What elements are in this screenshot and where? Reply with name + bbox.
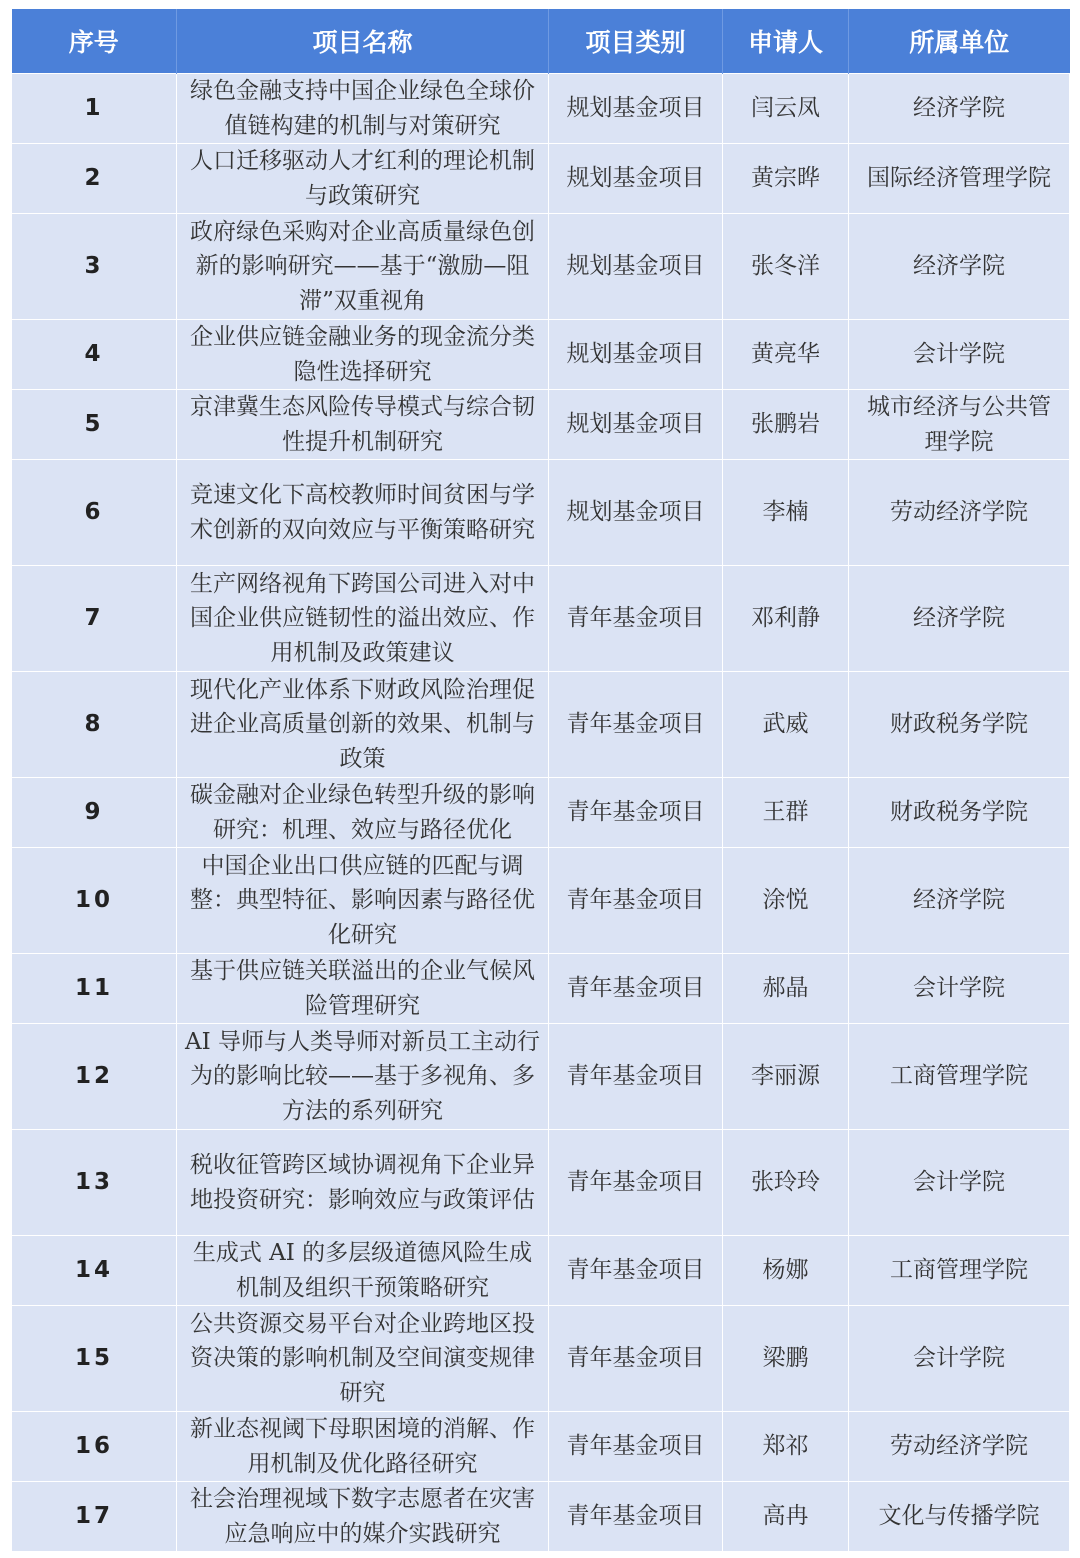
header-project-name: 项目名称 (177, 9, 549, 74)
cell-applicant: 郑祁 (723, 1412, 849, 1482)
table-row (12, 390, 1070, 460)
cell-project-name: 社会治理视域下数字志愿者在灾害应急响应中的媒介实践研究 (177, 1482, 549, 1552)
cell-unit: 会计学院 (849, 954, 1070, 1024)
cell-applicant: 闫云凤 (723, 74, 849, 144)
cell-project-type: 青年基金项目 (549, 1024, 723, 1130)
cell-unit: 会计学院 (849, 1306, 1070, 1412)
cell-project-type: 青年基金项目 (549, 1482, 723, 1552)
cell-index: 17 (12, 1482, 177, 1552)
cell-unit: 经济学院 (849, 74, 1070, 144)
cell-unit: 财政税务学院 (849, 672, 1070, 778)
table-row (12, 954, 1070, 1024)
cell-applicant: 黄亮华 (723, 320, 849, 390)
cell-project-name: 现代化产业体系下财政风险治理促进企业高质量创新的效果、机制与政策 (177, 672, 549, 778)
cell-project-type: 规划基金项目 (549, 214, 723, 320)
table-row (12, 1306, 1070, 1412)
cell-applicant: 梁鹏 (723, 1306, 849, 1412)
cell-applicant: 郝晶 (723, 954, 849, 1024)
cell-applicant: 高冉 (723, 1482, 849, 1552)
cell-project-type: 青年基金项目 (549, 1130, 723, 1236)
table-row (12, 566, 1070, 672)
cell-unit: 经济学院 (849, 566, 1070, 672)
cell-project-name: 生产网络视角下跨国公司进入对中国企业供应链韧性的溢出效应、作用机制及政策建议 (177, 566, 549, 672)
header-project-type: 项目类别 (549, 9, 723, 74)
table-row (12, 1130, 1070, 1236)
cell-project-type: 规划基金项目 (549, 460, 723, 566)
cell-project-name: 企业供应链金融业务的现金流分类隐性选择研究 (177, 320, 549, 390)
cell-project-name: 人口迁移驱动人才红利的理论机制与政策研究 (177, 144, 549, 214)
cell-unit: 劳动经济学院 (849, 460, 1070, 566)
cell-index: 13 (12, 1130, 177, 1236)
cell-project-name: 生成式 AI 的多层级道德风险生成机制及组织干预策略研究 (177, 1236, 549, 1306)
cell-unit: 工商管理学院 (849, 1236, 1070, 1306)
cell-project-name: 新业态视阈下母职困境的消解、作用机制及优化路径研究 (177, 1412, 549, 1482)
cell-unit: 工商管理学院 (849, 1024, 1070, 1130)
cell-applicant: 杨娜 (723, 1236, 849, 1306)
cell-index: 14 (12, 1236, 177, 1306)
header-applicant: 申请人 (723, 9, 849, 74)
cell-index: 2 (12, 144, 177, 214)
cell-index: 11 (12, 954, 177, 1024)
table-header (12, 9, 1070, 74)
cell-unit: 会计学院 (849, 320, 1070, 390)
table-row (12, 1412, 1070, 1482)
table-row (12, 848, 1070, 954)
table-row (12, 214, 1070, 320)
cell-index: 5 (12, 390, 177, 460)
cell-project-type: 青年基金项目 (549, 778, 723, 848)
cell-project-type: 青年基金项目 (549, 954, 723, 1024)
cell-project-type: 青年基金项目 (549, 566, 723, 672)
cell-index: 15 (12, 1306, 177, 1412)
table-row (12, 1482, 1070, 1552)
cell-unit: 经济学院 (849, 848, 1070, 954)
cell-project-name: 竞速文化下高校教师时间贫困与学术创新的双向效应与平衡策略研究 (177, 460, 549, 566)
project-table (11, 9, 1070, 1552)
table-row (12, 1236, 1070, 1306)
cell-index: 6 (12, 460, 177, 566)
cell-applicant: 邓利静 (723, 566, 849, 672)
cell-index: 9 (12, 778, 177, 848)
cell-applicant: 李楠 (723, 460, 849, 566)
cell-project-name: 公共资源交易平台对企业跨地区投资决策的影响机制及空间演变规律研究 (177, 1306, 549, 1412)
cell-unit: 财政税务学院 (849, 778, 1070, 848)
cell-index: 10 (12, 848, 177, 954)
cell-project-name: 基于供应链关联溢出的企业气候风险管理研究 (177, 954, 549, 1024)
cell-applicant: 张鹏岩 (723, 390, 849, 460)
cell-unit: 城市经济与公共管理学院 (849, 390, 1070, 460)
cell-project-type: 青年基金项目 (549, 848, 723, 954)
table-row (12, 460, 1070, 566)
cell-project-type: 规划基金项目 (549, 74, 723, 144)
table-row (12, 1024, 1070, 1130)
cell-index: 7 (12, 566, 177, 672)
cell-project-name: 税收征管跨区域协调视角下企业异地投资研究：影响效应与政策评估 (177, 1130, 549, 1236)
header-row (12, 9, 1070, 74)
project-table-container (11, 9, 1069, 1552)
cell-project-name: 碳金融对企业绿色转型升级的影响研究：机理、效应与路径优化 (177, 778, 549, 848)
cell-project-type: 青年基金项目 (549, 672, 723, 778)
cell-unit: 经济学院 (849, 214, 1070, 320)
cell-project-name: 绿色金融支持中国企业绿色全球价值链构建的机制与对策研究 (177, 74, 549, 144)
table-row (12, 672, 1070, 778)
cell-project-name: 京津冀生态风险传导模式与综合韧性提升机制研究 (177, 390, 549, 460)
cell-applicant: 武威 (723, 672, 849, 778)
cell-index: 16 (12, 1412, 177, 1482)
cell-project-type: 规划基金项目 (549, 144, 723, 214)
cell-index: 4 (12, 320, 177, 390)
table-body (12, 74, 1070, 1552)
cell-applicant: 张冬洋 (723, 214, 849, 320)
cell-project-name: 中国企业出口供应链的匹配与调整：典型特征、影响因素与路径优化研究 (177, 848, 549, 954)
cell-index: 8 (12, 672, 177, 778)
cell-project-type: 规划基金项目 (549, 320, 723, 390)
cell-project-type: 青年基金项目 (549, 1236, 723, 1306)
header-index: 序号 (12, 9, 177, 74)
table-row (12, 320, 1070, 390)
cell-index: 12 (12, 1024, 177, 1130)
cell-unit: 文化与传播学院 (849, 1482, 1070, 1552)
cell-project-type: 青年基金项目 (549, 1306, 723, 1412)
cell-project-name: AI 导师与人类导师对新员工主动行为的影响比较——基于多视角、多方法的系列研究 (177, 1024, 549, 1130)
cell-project-type: 青年基金项目 (549, 1412, 723, 1482)
table-row (12, 778, 1070, 848)
cell-index: 3 (12, 214, 177, 320)
cell-applicant: 李丽源 (723, 1024, 849, 1130)
cell-applicant: 张玲玲 (723, 1130, 849, 1236)
cell-applicant: 王群 (723, 778, 849, 848)
cell-unit: 会计学院 (849, 1130, 1070, 1236)
cell-applicant: 黄宗晔 (723, 144, 849, 214)
header-unit: 所属单位 (849, 9, 1070, 74)
table-row (12, 74, 1070, 144)
cell-index: 1 (12, 74, 177, 144)
cell-unit: 国际经济管理学院 (849, 144, 1070, 214)
cell-project-type: 规划基金项目 (549, 390, 723, 460)
cell-applicant: 涂悦 (723, 848, 849, 954)
cell-project-name: 政府绿色采购对企业高质量绿色创新的影响研究——基于“激励—阻滞”双重视角 (177, 214, 549, 320)
cell-unit: 劳动经济学院 (849, 1412, 1070, 1482)
table-row (12, 144, 1070, 214)
